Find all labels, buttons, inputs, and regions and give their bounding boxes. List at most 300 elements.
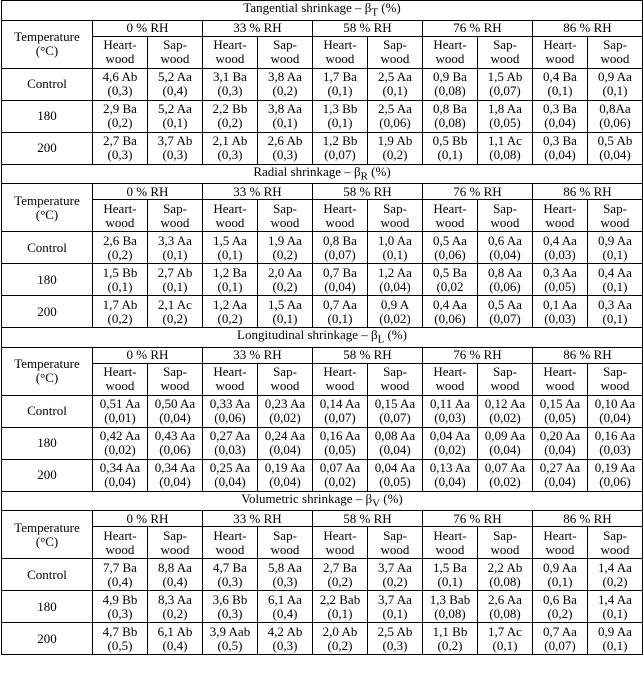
mean-value: 3,7 Ab xyxy=(157,133,193,149)
value-cell xyxy=(313,459,368,491)
value-cell xyxy=(93,427,148,459)
value-cell xyxy=(203,395,258,427)
heartwood-label-line2: wood xyxy=(105,541,135,557)
heartwood-header xyxy=(423,363,478,395)
value-cell xyxy=(423,559,478,591)
table-row xyxy=(2,132,643,164)
sapwood-label-line1: Sap- xyxy=(273,527,297,543)
value-cell xyxy=(533,68,588,100)
value-cell xyxy=(423,232,478,264)
mean-value: 1,2 Aa xyxy=(378,264,412,280)
heartwood-header xyxy=(423,200,478,232)
mean-value: 5,8 Aa xyxy=(268,559,302,575)
table-row xyxy=(2,395,643,427)
rh-header: 86 % RH xyxy=(533,20,643,36)
mean-value: 2,0 Ab xyxy=(322,623,358,639)
std-deviation: (0,06) xyxy=(214,410,246,426)
std-deviation: (0,02) xyxy=(489,410,521,426)
mean-value: 5,2 Aa xyxy=(158,69,192,85)
temperature-header xyxy=(2,184,93,232)
section-title-subscript: L xyxy=(377,333,385,346)
std-deviation: (0,2) xyxy=(107,115,133,131)
std-deviation: (0,1) xyxy=(327,115,353,131)
value-cell xyxy=(588,100,643,132)
temperature-cell: 180 xyxy=(2,427,93,459)
sapwood-header xyxy=(588,36,643,68)
std-deviation: (0,04) xyxy=(489,246,521,262)
section-title-row xyxy=(2,1,643,21)
heartwood-label-line1: Heart- xyxy=(103,527,137,543)
heartwood-label-line2: wood xyxy=(105,51,135,67)
wood-type-row xyxy=(2,200,643,232)
std-deviation: (0,04) xyxy=(159,474,191,490)
section-title-row xyxy=(2,164,643,184)
sapwood-label-line2: wood xyxy=(380,541,410,557)
std-deviation: (0,2) xyxy=(327,573,353,589)
std-deviation: (0,02) xyxy=(379,310,411,326)
mean-value: 0,4 Aa xyxy=(433,296,467,312)
value-cell xyxy=(258,232,313,264)
rh-header: 86 % RH xyxy=(533,511,643,527)
std-deviation: (0,1) xyxy=(217,278,243,294)
rh-header: 86 % RH xyxy=(533,347,643,363)
value-cell xyxy=(258,100,313,132)
mean-value: 0,9 Aa xyxy=(598,69,632,85)
temperature-label: Temperature xyxy=(14,356,80,372)
sapwood-label-line2: wood xyxy=(380,214,410,230)
sapwood-label-line2: wood xyxy=(490,378,520,394)
value-cell xyxy=(478,68,533,100)
value-cell xyxy=(258,395,313,427)
table-row xyxy=(2,68,643,100)
value-cell xyxy=(93,623,148,655)
sapwood-label-line2: wood xyxy=(490,541,520,557)
temperature-cell: Control xyxy=(2,559,93,591)
std-deviation: (0,1) xyxy=(602,83,628,99)
mean-value: 1,2 Ba xyxy=(213,264,247,280)
sapwood-label-line2: wood xyxy=(160,214,190,230)
std-deviation: (0,03) xyxy=(544,246,576,262)
temperature-header xyxy=(2,20,93,68)
value-cell xyxy=(313,395,368,427)
table-row xyxy=(2,296,643,328)
value-cell xyxy=(368,427,423,459)
std-deviation: (0,06) xyxy=(434,310,466,326)
std-deviation: (0,04) xyxy=(214,474,246,490)
value-cell xyxy=(93,395,148,427)
value-cell xyxy=(423,132,478,164)
heartwood-label-line2: wood xyxy=(545,214,575,230)
sapwood-label-line2: wood xyxy=(160,51,190,67)
value-cell xyxy=(368,100,423,132)
heartwood-label-line2: wood xyxy=(435,51,465,67)
mean-value: 1,5 Aa xyxy=(213,232,247,248)
temperature-cell: 200 xyxy=(2,296,93,328)
temperature-label: Temperature xyxy=(14,29,80,45)
temperature-cell: Control xyxy=(2,232,93,264)
section-title-unit: (%) xyxy=(377,0,401,15)
mean-value: 0,10 Aa xyxy=(594,396,636,412)
std-deviation: (0,1) xyxy=(547,573,573,589)
mean-value: 3,3 Aa xyxy=(158,232,192,248)
mean-value: 0,34 Aa xyxy=(154,460,196,476)
temperature-cell: 200 xyxy=(2,132,93,164)
mean-value: 0,50 Aa xyxy=(154,396,196,412)
mean-value: 0,11 Aa xyxy=(430,396,470,412)
heartwood-header xyxy=(533,363,588,395)
sapwood-header xyxy=(148,363,203,395)
std-deviation: (0,07) xyxy=(489,310,521,326)
mean-value: 2,9 Ba xyxy=(103,101,137,117)
sapwood-label-line2: wood xyxy=(490,214,520,230)
value-cell xyxy=(258,427,313,459)
std-deviation: (0,04) xyxy=(104,474,136,490)
section-title-unit: (%) xyxy=(380,490,403,506)
section-title-text: Tangential shrinkage – β xyxy=(243,0,372,15)
mean-value: 4,6 Ab xyxy=(102,69,138,85)
value-cell xyxy=(368,296,423,328)
sapwood-header xyxy=(588,527,643,559)
table-row xyxy=(2,559,643,591)
std-deviation: (0,04) xyxy=(159,410,191,426)
value-cell xyxy=(93,132,148,164)
mean-value: 1,9 Aa xyxy=(268,232,302,248)
value-cell xyxy=(478,296,533,328)
mean-value: 2,6 Aa xyxy=(488,591,522,607)
temperature-cell: 200 xyxy=(2,459,93,491)
value-cell xyxy=(203,559,258,591)
mean-value: 0,3 Ba xyxy=(543,133,577,149)
sapwood-header xyxy=(478,200,533,232)
std-deviation: (0,1) xyxy=(382,246,408,262)
mean-value: 2,7 Ba xyxy=(323,559,357,575)
std-deviation: (0,04) xyxy=(599,410,631,426)
std-deviation: (0,04) xyxy=(489,442,521,458)
value-cell xyxy=(588,459,643,491)
table-row xyxy=(2,427,643,459)
mean-value: 2,1 Ac xyxy=(158,296,192,312)
std-deviation: (0,02) xyxy=(324,474,356,490)
value-cell xyxy=(148,296,203,328)
table-body xyxy=(2,1,643,655)
std-deviation: (0,04) xyxy=(324,278,356,294)
mean-value: 4,7 Bb xyxy=(102,623,138,639)
value-cell xyxy=(148,264,203,296)
std-deviation: (0,3) xyxy=(272,637,298,653)
sapwood-label-line2: wood xyxy=(600,214,630,230)
value-cell xyxy=(93,232,148,264)
mean-value: 0,19 Aa xyxy=(264,460,306,476)
heartwood-label-line2: wood xyxy=(435,541,465,557)
rh-header: 76 % RH xyxy=(423,20,533,36)
sapwood-label-line2: wood xyxy=(380,51,410,67)
value-cell xyxy=(313,296,368,328)
value-cell xyxy=(423,395,478,427)
value-cell xyxy=(588,623,643,655)
value-cell xyxy=(203,100,258,132)
rh-header: 33 % RH xyxy=(203,347,313,363)
value-cell xyxy=(478,132,533,164)
value-cell xyxy=(588,427,643,459)
mean-value: 0,07 Aa xyxy=(484,460,526,476)
std-deviation: (0,3) xyxy=(382,637,408,653)
temperature-cell: 180 xyxy=(2,591,93,623)
value-cell xyxy=(423,68,478,100)
std-deviation: (0,3) xyxy=(272,573,298,589)
mean-value: 4,9 Bb xyxy=(102,591,138,607)
sapwood-label-line1: Sap- xyxy=(163,527,187,543)
std-deviation: (0,06) xyxy=(159,442,191,458)
heartwood-label-line2: wood xyxy=(545,51,575,67)
mean-value: 0,4 Aa xyxy=(543,232,577,248)
std-deviation: (0,04) xyxy=(544,115,576,131)
mean-value: 2,6 Ba xyxy=(103,232,137,248)
heartwood-label-line2: wood xyxy=(325,51,355,67)
heartwood-label-line2: wood xyxy=(105,214,135,230)
std-deviation: (0,04) xyxy=(544,147,576,163)
sapwood-label-line1: Sap- xyxy=(493,364,517,380)
heartwood-label-line1: Heart- xyxy=(213,527,247,543)
mean-value: 0,23 Aa xyxy=(264,396,306,412)
mean-value: 3,1 Ba xyxy=(213,69,247,85)
value-cell xyxy=(203,68,258,100)
heartwood-label-line1: Heart- xyxy=(103,364,137,380)
value-cell xyxy=(258,132,313,164)
value-cell xyxy=(423,591,478,623)
mean-value: 1,4 Aa xyxy=(598,591,632,607)
value-cell xyxy=(533,100,588,132)
mean-value: 0,9 Aa xyxy=(543,559,577,575)
value-cell xyxy=(93,459,148,491)
value-cell xyxy=(313,264,368,296)
value-cell xyxy=(258,68,313,100)
value-cell xyxy=(313,132,368,164)
mean-value: 0,7 Aa xyxy=(323,296,357,312)
mean-value: 3,8 Aa xyxy=(268,69,302,85)
heartwood-label-line2: wood xyxy=(545,378,575,394)
std-deviation: (0,2) xyxy=(162,605,188,621)
value-cell xyxy=(368,559,423,591)
std-deviation: (0,07) xyxy=(324,246,356,262)
mean-value: 0,8 Ba xyxy=(433,101,467,117)
mean-value: 2,2 Bb xyxy=(212,101,248,117)
mean-value: 0,3 Aa xyxy=(543,264,577,280)
heartwood-header xyxy=(313,36,368,68)
heartwood-label-line2: wood xyxy=(435,378,465,394)
std-deviation: (0,5) xyxy=(217,637,243,653)
mean-value: 0,5 Ba xyxy=(433,264,467,280)
value-cell xyxy=(533,264,588,296)
temperature-label: Temperature xyxy=(14,519,80,535)
value-cell xyxy=(368,623,423,655)
rh-header: 0 % RH xyxy=(93,347,203,363)
rh-header: 33 % RH xyxy=(203,20,313,36)
temperature-cell: 200 xyxy=(2,623,93,655)
std-deviation: (0,03) xyxy=(434,410,466,426)
value-cell xyxy=(588,132,643,164)
value-cell xyxy=(258,623,313,655)
mean-value: 3,7 Aa xyxy=(378,591,412,607)
mean-value: 6,1 Ab xyxy=(157,623,193,639)
section-title-row xyxy=(2,491,643,511)
sapwood-header xyxy=(148,527,203,559)
std-deviation: (0,3) xyxy=(217,605,243,621)
sapwood-header xyxy=(478,36,533,68)
sapwood-label-line1: Sap- xyxy=(163,200,187,216)
temperature-unit: (°C) xyxy=(35,370,59,386)
rh-header: 0 % RH xyxy=(93,511,203,527)
std-deviation: (0,1) xyxy=(602,278,628,294)
sapwood-header xyxy=(368,363,423,395)
table-row xyxy=(2,591,643,623)
mean-value: 0,7 Aa xyxy=(543,623,577,639)
sapwood-label-line1: Sap- xyxy=(383,200,407,216)
section-title xyxy=(2,1,643,21)
sapwood-header xyxy=(148,200,203,232)
rh-header: 0 % RH xyxy=(93,20,203,36)
mean-value: 8,3 Aa xyxy=(158,591,192,607)
std-deviation: (0,05) xyxy=(379,474,411,490)
rh-header: 58 % RH xyxy=(313,511,423,527)
sapwood-label-line1: Sap- xyxy=(603,200,627,216)
std-deviation: (0,1) xyxy=(327,310,353,326)
value-cell xyxy=(368,132,423,164)
std-deviation: (0,05) xyxy=(489,115,521,131)
std-deviation: (0,2) xyxy=(217,310,243,326)
value-cell xyxy=(588,395,643,427)
heartwood-label-line1: Heart- xyxy=(323,527,357,543)
std-deviation: (0,1) xyxy=(547,83,573,99)
sapwood-label-line1: Sap- xyxy=(603,527,627,543)
heartwood-label-line1: Heart- xyxy=(103,37,137,53)
mean-value: 0,09 Aa xyxy=(484,428,526,444)
heartwood-label-line2: wood xyxy=(325,378,355,394)
rh-header: 58 % RH xyxy=(313,347,423,363)
heartwood-label-line1: Heart- xyxy=(433,527,467,543)
mean-value: 2,0 Aa xyxy=(268,264,302,280)
value-cell xyxy=(478,100,533,132)
heartwood-label-line1: Heart- xyxy=(433,200,467,216)
mean-value: 0,14 Aa xyxy=(319,396,361,412)
mean-value: 3,7 Aa xyxy=(378,559,412,575)
sapwood-label-line1: Sap- xyxy=(603,37,627,53)
value-cell xyxy=(478,427,533,459)
value-cell xyxy=(148,459,203,491)
mean-value: 0,1 Aa xyxy=(543,296,577,312)
std-deviation: (0,1) xyxy=(162,246,188,262)
mean-value: 0,9 Ba xyxy=(433,69,467,85)
heartwood-label-line1: Heart- xyxy=(323,37,357,53)
sapwood-label-line2: wood xyxy=(380,378,410,394)
rh-header: 58 % RH xyxy=(313,184,423,200)
std-deviation: (0,01) xyxy=(104,410,136,426)
sapwood-label-line1: Sap- xyxy=(273,200,297,216)
heartwood-header xyxy=(423,36,478,68)
value-cell xyxy=(313,232,368,264)
heartwood-label-line1: Heart- xyxy=(543,37,577,53)
mean-value: 2,6 Ab xyxy=(267,133,303,149)
mean-value: 0,16 Aa xyxy=(319,428,361,444)
mean-value: 0,5 Aa xyxy=(433,232,467,248)
mean-value: 0,20 Aa xyxy=(539,428,581,444)
mean-value: 3,6 Bb xyxy=(212,591,248,607)
value-cell xyxy=(313,68,368,100)
sapwood-label-line1: Sap- xyxy=(163,364,187,380)
std-deviation: (0,3) xyxy=(217,573,243,589)
sapwood-label-line2: wood xyxy=(160,541,190,557)
std-deviation: (0,1) xyxy=(382,83,408,99)
rh-header: 33 % RH xyxy=(203,511,313,527)
heartwood-label-line2: wood xyxy=(325,541,355,557)
value-cell xyxy=(148,591,203,623)
std-deviation: (0,1) xyxy=(327,605,353,621)
value-cell xyxy=(258,591,313,623)
heartwood-label-line1: Heart- xyxy=(213,200,247,216)
std-deviation: (0,2) xyxy=(272,278,298,294)
mean-value: 0,19 Aa xyxy=(594,460,636,476)
value-cell xyxy=(93,68,148,100)
std-deviation: (0,04) xyxy=(269,442,301,458)
mean-value: 0,4 Aa xyxy=(598,264,632,280)
std-deviation: (0,1) xyxy=(602,637,628,653)
std-deviation: (0,4) xyxy=(162,83,188,99)
std-deviation: (0,04) xyxy=(379,278,411,294)
temperature-cell: 180 xyxy=(2,264,93,296)
mean-value: 8,8 Aa xyxy=(158,559,192,575)
value-cell xyxy=(148,232,203,264)
value-cell xyxy=(203,591,258,623)
section-title xyxy=(2,491,643,511)
value-cell xyxy=(203,232,258,264)
heartwood-label-line1: Heart- xyxy=(433,364,467,380)
value-cell xyxy=(93,264,148,296)
mean-value: 0,3 Ba xyxy=(543,101,577,117)
value-cell xyxy=(203,427,258,459)
std-deviation: (0,08) xyxy=(489,147,521,163)
std-deviation: (0,07) xyxy=(489,83,521,99)
value-cell xyxy=(478,264,533,296)
value-cell xyxy=(203,296,258,328)
mean-value: 1,7 Ac xyxy=(488,623,522,639)
value-cell xyxy=(203,623,258,655)
std-deviation: (0,08) xyxy=(434,605,466,621)
std-deviation: (0,08) xyxy=(489,605,521,621)
sapwood-label-line1: Sap- xyxy=(603,364,627,380)
heartwood-label-line1: Heart- xyxy=(213,37,247,53)
std-deviation: (0,06) xyxy=(599,115,631,131)
mean-value: 0,24 Aa xyxy=(264,428,306,444)
heartwood-header xyxy=(533,527,588,559)
std-deviation: (0,3) xyxy=(107,83,133,99)
mean-value: 2,5 Ab xyxy=(377,623,413,639)
value-cell xyxy=(533,296,588,328)
std-deviation: (0,04) xyxy=(544,442,576,458)
value-cell xyxy=(478,232,533,264)
heartwood-header xyxy=(93,363,148,395)
mean-value: 0,27 Aa xyxy=(539,460,581,476)
value-cell xyxy=(368,459,423,491)
temperature-header xyxy=(2,511,93,559)
rh-header-row xyxy=(2,184,643,200)
std-deviation: (0,3) xyxy=(217,147,243,163)
std-deviation: (0,08) xyxy=(489,573,521,589)
std-deviation: (0,02) xyxy=(104,442,136,458)
std-deviation: (0,3) xyxy=(162,147,188,163)
std-deviation: (0,08) xyxy=(434,115,466,131)
value-cell xyxy=(148,427,203,459)
sapwood-header xyxy=(368,36,423,68)
std-deviation: (0,4) xyxy=(107,573,133,589)
